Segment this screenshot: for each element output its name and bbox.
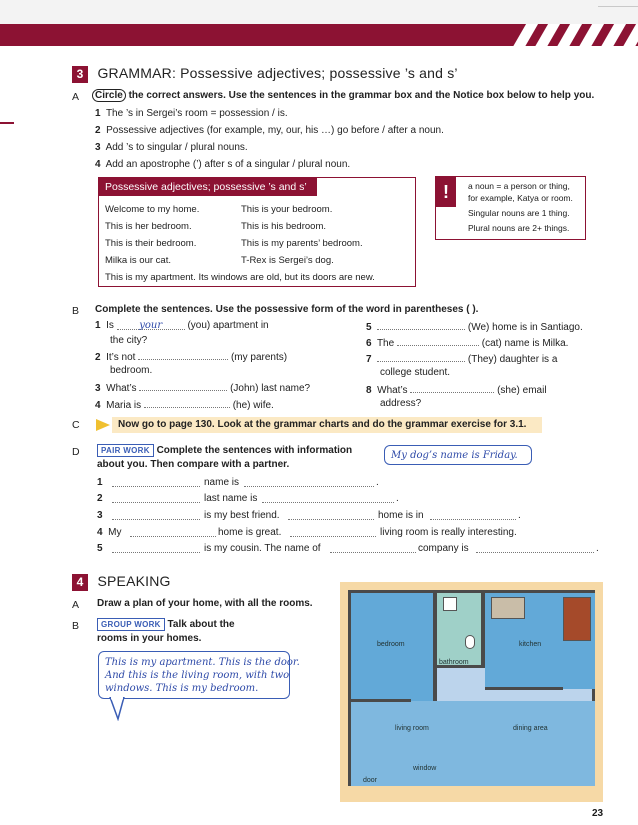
answer-blank[interactable] bbox=[288, 510, 374, 520]
exercise-letter: A bbox=[72, 91, 80, 103]
instruction-text: rooms in your homes. bbox=[97, 633, 202, 644]
toilet-icon bbox=[465, 635, 475, 649]
answer-blank[interactable] bbox=[430, 510, 516, 520]
section-number: 3 bbox=[72, 66, 88, 83]
top-page-edge bbox=[0, 0, 638, 24]
item-number: 2 bbox=[95, 352, 101, 363]
plan-label-window: window bbox=[413, 765, 437, 772]
list-item bbox=[95, 142, 248, 153]
plan-label-bedroom: bedroom bbox=[377, 641, 405, 648]
section-title: SPEAKING bbox=[97, 573, 171, 589]
item-text: company is bbox=[418, 543, 469, 554]
answer-blank[interactable] bbox=[112, 543, 200, 553]
wall bbox=[481, 593, 485, 665]
bubble-line: This is my apartment. This is the door. bbox=[105, 657, 300, 668]
item-text: (John) last name? bbox=[230, 383, 311, 394]
notice-line: a noun = a person or thing, bbox=[468, 181, 570, 191]
answer-blank[interactable] bbox=[410, 383, 494, 393]
grammar-box bbox=[98, 177, 416, 287]
exercise-item bbox=[95, 381, 310, 394]
grammar-reference: Now go to page 130. Look at the grammar charts and do the grammar exercise for 3.1. bbox=[118, 419, 527, 430]
exercise-item bbox=[95, 398, 274, 411]
item-number: 8 bbox=[366, 385, 372, 396]
item-number: 3 bbox=[97, 510, 103, 521]
answer-text: your bbox=[139, 320, 163, 331]
instruction-text: Talk about the bbox=[167, 619, 235, 630]
answer-blank[interactable] bbox=[262, 493, 394, 503]
grammar-example: This is her bedroom. bbox=[105, 221, 192, 232]
exercise-letter: D bbox=[72, 446, 80, 458]
list-item bbox=[95, 159, 350, 170]
item-text: What’s bbox=[377, 385, 408, 396]
exercise-item bbox=[97, 493, 103, 504]
answer-blank[interactable] bbox=[290, 527, 376, 537]
exercise-b-instruction bbox=[97, 618, 235, 631]
bubble-text: My dog’s name is Friday. bbox=[391, 450, 518, 461]
margin-mark bbox=[0, 122, 14, 124]
sink-icon bbox=[443, 597, 457, 611]
item-number: 7 bbox=[366, 354, 372, 365]
item-text: (she) email bbox=[497, 385, 547, 396]
item-continuation: the city? bbox=[110, 335, 148, 346]
kitchen-cabinet bbox=[563, 597, 591, 641]
exercise-item bbox=[97, 477, 103, 488]
wall bbox=[485, 687, 563, 690]
item-text: (my parents) bbox=[230, 352, 288, 363]
speech-bubble bbox=[384, 445, 532, 465]
instruction-text: Complete the sentences with information bbox=[156, 445, 353, 456]
circle-word: Circle bbox=[92, 89, 126, 102]
item-text: home is great. bbox=[218, 527, 282, 538]
plan-label-door: door bbox=[363, 777, 378, 784]
exercise-item bbox=[366, 352, 557, 365]
grammar-example: This is my apartment. Its windows are old, but its doors are new. bbox=[105, 272, 375, 283]
grammar-example: This is his bedroom. bbox=[241, 221, 327, 232]
item-text: (you) apartment in bbox=[187, 320, 269, 331]
list-item bbox=[95, 108, 288, 119]
notice-line: for example, Katya or room. bbox=[468, 193, 573, 203]
item-number: 3 bbox=[95, 142, 101, 153]
exercise-item bbox=[366, 320, 583, 333]
grammar-example: This is my parents’ bedroom. bbox=[241, 238, 363, 249]
item-number: 4 bbox=[97, 527, 103, 538]
plan-label-kitchen: kitchen bbox=[519, 641, 542, 648]
exclamation-icon: ! bbox=[436, 177, 456, 207]
item-number: 4 bbox=[95, 159, 101, 170]
answer-blank[interactable] bbox=[139, 381, 227, 391]
item-text: The bbox=[376, 338, 395, 349]
exercise-b-instruction: Complete the sentences. Use the possessive form of the word in parentheses ( ). bbox=[95, 304, 479, 315]
bubble-line: windows. This is my bedroom. bbox=[105, 683, 259, 694]
exercise-item bbox=[97, 510, 103, 521]
bubble-tail bbox=[108, 697, 128, 721]
item-text: Add an apostrophe (’) after s of a singular / plural noun. bbox=[105, 159, 351, 170]
item-number: 3 bbox=[95, 383, 101, 394]
list-item bbox=[95, 125, 444, 136]
exercise-item bbox=[97, 543, 103, 554]
item-text: Is bbox=[106, 320, 114, 331]
kitchen-counter bbox=[491, 597, 525, 619]
page-fold-line bbox=[598, 6, 638, 18]
answer-blank[interactable] bbox=[330, 543, 416, 553]
exercise-d-instruction bbox=[97, 444, 352, 457]
item-text: is my cousin. The name of bbox=[204, 543, 321, 554]
instruction-text: about you. Then compare with a partner. bbox=[97, 459, 290, 470]
pair-work-tag: PAIR WORK bbox=[97, 444, 154, 457]
floor-plan bbox=[340, 582, 603, 802]
section-number: 4 bbox=[72, 574, 88, 591]
exercise-letter: B bbox=[72, 305, 80, 317]
item-number: 4 bbox=[95, 400, 101, 411]
item-continuation: college student. bbox=[380, 367, 451, 378]
exercise-item bbox=[95, 350, 287, 363]
item-text: last name is bbox=[204, 493, 258, 504]
item-text: (cat) name is Milka. bbox=[481, 338, 569, 349]
speech-bubble bbox=[98, 651, 300, 699]
notice-line: Plural nouns are 2+ things. bbox=[468, 223, 570, 233]
item-number: 5 bbox=[366, 322, 372, 333]
grammar-example: T-Rex is Sergei’s dog. bbox=[241, 255, 334, 266]
item-number: 5 bbox=[97, 543, 103, 554]
answer-blank[interactable] bbox=[112, 493, 200, 503]
grammar-box-heading: Possessive adjectives; possessive ’s and s’ bbox=[99, 178, 317, 196]
item-text: home is in bbox=[378, 510, 424, 521]
item-text: Maria is bbox=[106, 400, 142, 411]
item-text: My bbox=[108, 527, 122, 538]
grammar-example: Welcome to my home. bbox=[105, 204, 200, 215]
grammar-example: This is your bedroom. bbox=[241, 204, 333, 215]
arrow-icon bbox=[96, 419, 110, 431]
answer-blank[interactable] bbox=[112, 510, 200, 520]
grammar-example: This is their bedroom. bbox=[105, 238, 197, 249]
item-end: . bbox=[396, 493, 399, 504]
item-number: 1 bbox=[95, 320, 101, 331]
item-number: 1 bbox=[95, 108, 101, 119]
answer-blank[interactable] bbox=[244, 477, 374, 487]
answer-blank[interactable] bbox=[377, 320, 465, 330]
wall bbox=[433, 593, 437, 701]
notice-box bbox=[435, 176, 586, 240]
item-text: It’s not bbox=[106, 352, 136, 363]
item-text: What’s bbox=[106, 383, 137, 394]
section-3-heading bbox=[72, 65, 458, 83]
grammar-example: Milka is our cat. bbox=[105, 255, 171, 266]
page-number: 23 bbox=[592, 808, 604, 819]
item-continuation: address? bbox=[380, 398, 422, 409]
item-number: 2 bbox=[95, 125, 101, 136]
exercise-item bbox=[95, 320, 269, 331]
item-number: 6 bbox=[366, 338, 372, 349]
plan-label-living-room: living room bbox=[395, 725, 429, 732]
answer-blank[interactable] bbox=[117, 320, 185, 330]
answer-blank[interactable] bbox=[138, 350, 228, 360]
item-end: . bbox=[518, 510, 521, 521]
living-area bbox=[351, 701, 595, 786]
answer-blank[interactable] bbox=[130, 527, 216, 537]
exercise-item bbox=[97, 527, 121, 538]
exercise-item bbox=[366, 383, 547, 396]
exercise-letter: C bbox=[72, 419, 80, 431]
item-text: The ’s in Sergei’s room = possession / is. bbox=[105, 108, 288, 119]
answer-blank[interactable] bbox=[397, 336, 479, 346]
instruction-text: the correct answers. Use the sentences in the grammar box and the Notice box below to help you. bbox=[128, 90, 595, 101]
item-number: 2 bbox=[97, 493, 103, 504]
plan-label-bathroom: bathroom bbox=[439, 659, 469, 666]
item-text: Add ’s to singular / plural nouns. bbox=[105, 142, 248, 153]
section-4-heading bbox=[72, 573, 171, 591]
exercise-instruction: Draw a plan of your home, with all the rooms. bbox=[97, 598, 313, 609]
item-continuation: bedroom. bbox=[110, 365, 153, 376]
item-text: name is bbox=[204, 477, 240, 488]
item-text: is my best friend. bbox=[204, 510, 280, 521]
exercise-letter: B bbox=[72, 620, 80, 632]
wall bbox=[351, 699, 411, 702]
item-end: . bbox=[376, 477, 379, 488]
exercise-a-instruction bbox=[92, 90, 594, 101]
section-title: GRAMMAR: Possessive adjectives; possessive ’s and s’ bbox=[97, 65, 458, 81]
answer-blank[interactable] bbox=[144, 398, 230, 408]
item-text: (They) daughter is a bbox=[467, 354, 558, 365]
group-work-tag: GROUP WORK bbox=[97, 618, 165, 631]
answer-blank[interactable] bbox=[112, 477, 200, 487]
item-end: . bbox=[596, 543, 599, 554]
header-band bbox=[0, 24, 638, 46]
plan-label-dining-area: dining area bbox=[513, 725, 548, 732]
item-text: living room is really interesting. bbox=[380, 527, 517, 538]
answer-blank[interactable] bbox=[377, 352, 465, 362]
item-text: (We) home is in Santiago. bbox=[467, 322, 583, 333]
item-text: (he) wife. bbox=[232, 400, 274, 411]
item-text: Possessive adjectives (for example, my, our, his …) go before / after a noun. bbox=[106, 125, 444, 136]
item-number: 1 bbox=[97, 477, 103, 488]
exercise-letter: A bbox=[72, 599, 80, 611]
bubble-line: And this is the living room, with two bbox=[105, 670, 290, 681]
exercise-item bbox=[366, 336, 568, 349]
notice-line: Singular nouns are 1 thing. bbox=[468, 208, 570, 218]
floor-plan-interior bbox=[348, 590, 595, 786]
answer-blank[interactable] bbox=[476, 543, 594, 553]
